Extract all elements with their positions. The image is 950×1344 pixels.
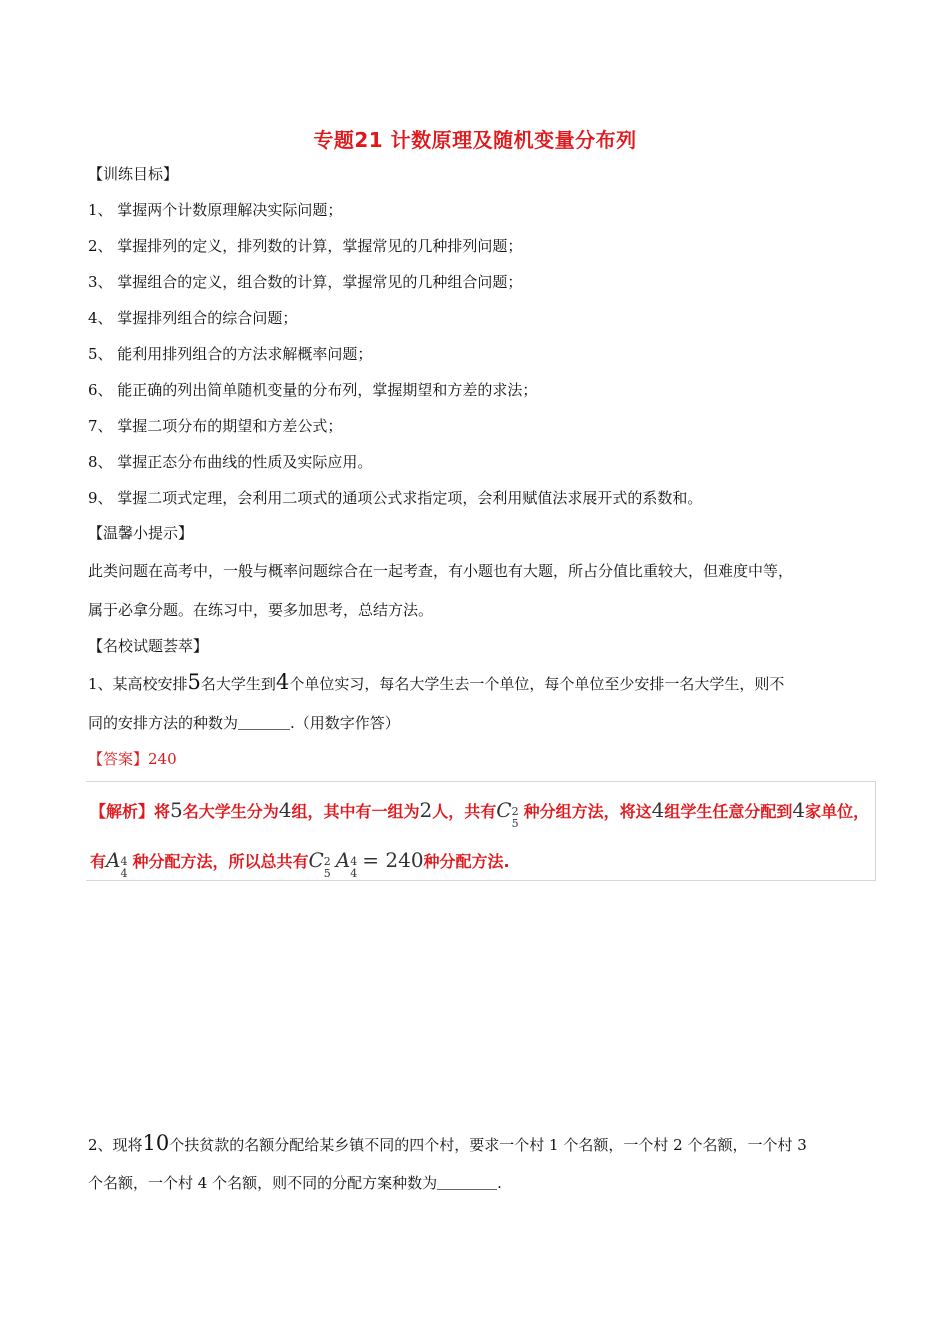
math-number: 4 bbox=[275, 670, 290, 694]
question-text: 同的安排方法的种数为 bbox=[88, 714, 239, 732]
math-superscript: 2 bbox=[511, 805, 519, 818]
solution-label: 【解析】 bbox=[90, 802, 155, 821]
math-letter: C bbox=[496, 798, 512, 822]
math-letter: A bbox=[335, 848, 351, 872]
math-number: 2 bbox=[419, 798, 433, 822]
solution-text: 种分配方法，所以总共有 bbox=[132, 852, 309, 871]
answer-line bbox=[88, 749, 177, 769]
math-number: 4 bbox=[792, 798, 806, 822]
goal-item: 2、 掌握排列的定义，排列数的计算，掌握常见的几种排列问题； bbox=[88, 237, 523, 255]
solution-text: 人，共有 bbox=[432, 802, 497, 821]
question-text: 个名额，一个村 4 个名额，则不同的分配方案种数为 bbox=[88, 1174, 438, 1192]
question-text: 名大学生到 bbox=[200, 675, 276, 693]
math-equation: = 240 bbox=[362, 848, 424, 872]
arrangement-symbol bbox=[335, 848, 362, 880]
solution-text: 名大学生分为 bbox=[182, 802, 279, 821]
math-letter: C bbox=[308, 848, 324, 872]
math-subscript: 5 bbox=[323, 867, 331, 880]
tips-paragraph-line: 属于必拿分题。在练习中，要多加思考，总结方法。 bbox=[88, 601, 434, 619]
math-number: 4 bbox=[278, 798, 292, 822]
solution-line-2 bbox=[90, 848, 510, 880]
math-subscript: 5 bbox=[511, 817, 519, 830]
question-text: 2、现将 bbox=[88, 1136, 143, 1154]
goal-item: 3、 掌握组合的定义，组合数的计算，掌握常见的几种组合问题； bbox=[88, 273, 523, 291]
answer-blank bbox=[437, 1173, 497, 1190]
answer-label: 【答案】 bbox=[88, 750, 149, 768]
question-2-line-1 bbox=[88, 1133, 807, 1155]
section-heading-exam: 【名校试题荟萃】 bbox=[88, 637, 209, 655]
solution-line-1 bbox=[90, 798, 870, 830]
answer-value: 240 bbox=[148, 750, 177, 768]
goal-item: 9、 掌握二项式定理，会利用二项式的通项公式求指定项，会利用赋值法求展开式的系数和。 bbox=[88, 489, 703, 507]
goal-item: 1、 掌握两个计数原理解决实际问题； bbox=[88, 201, 343, 219]
combination-symbol bbox=[308, 848, 335, 880]
question-text: 1、某高校安排 bbox=[88, 675, 188, 693]
solution-text: 种分组方法，将这 bbox=[523, 802, 652, 821]
goal-item: 8、 掌握正态分布曲线的性质及实际应用。 bbox=[88, 453, 373, 471]
solution-text: 种分配方法. bbox=[423, 852, 510, 871]
page-title: 专题21 计数原理及随机变量分布列 bbox=[313, 128, 637, 152]
goal-item: 6、 能正确的列出简单随机变量的分布列，掌握期望和方差的求法； bbox=[88, 381, 538, 399]
math-superscript: 4 bbox=[120, 855, 128, 868]
goal-item: 5、 能利用排列组合的方法求解概率问题； bbox=[88, 345, 373, 363]
question-text: 个扶贫款的名额分配给某乡镇不同的四个村，要求一个村 1 个名额，一个村 2 个名额，一个村 3 bbox=[169, 1136, 807, 1154]
math-superscript: 2 bbox=[323, 855, 331, 868]
goal-item: 4、 掌握排列组合的综合问题； bbox=[88, 309, 298, 327]
combination-symbol bbox=[496, 798, 523, 830]
tips-paragraph-line: 此类问题在高考中，一般与概率问题综合在一起考查，有小题也有大题，所占分值比重较大，但难度中等， bbox=[88, 562, 794, 580]
goal-item: 7、 掌握二项分布的期望和方差公式； bbox=[88, 417, 343, 435]
question-2-line-2 bbox=[88, 1173, 502, 1193]
question-text: 个单位实习，每名大学生去一个单位，每个单位至少安排一名大学生，则不 bbox=[289, 675, 785, 693]
math-subscript: 4 bbox=[350, 867, 358, 880]
solution-text: 组学生任意分配到 bbox=[664, 802, 793, 821]
section-heading-tips: 【温馨小提示】 bbox=[88, 524, 194, 542]
math-superscript: 4 bbox=[350, 855, 358, 868]
section-heading-goals: 【训练目标】 bbox=[88, 165, 179, 183]
answer-blank bbox=[238, 713, 290, 730]
math-number: 5 bbox=[187, 670, 201, 694]
math-number: 10 bbox=[142, 1131, 170, 1155]
solution-text: 组，其中有一组为 bbox=[291, 802, 420, 821]
math-letter: A bbox=[106, 848, 121, 872]
solution-text: 将 bbox=[154, 802, 171, 821]
math-subscript: 4 bbox=[120, 867, 128, 880]
math-number: 4 bbox=[651, 798, 665, 822]
question-1-line-2 bbox=[88, 713, 400, 733]
math-number: 5 bbox=[170, 798, 183, 822]
question-text: .（用数字作答） bbox=[290, 714, 400, 732]
arrangement-symbol bbox=[106, 848, 132, 880]
solution-text: 有 bbox=[90, 852, 107, 871]
solution-text: 家单位， bbox=[805, 802, 870, 821]
question-text: . bbox=[497, 1174, 502, 1192]
question-1-line-1 bbox=[88, 672, 784, 694]
